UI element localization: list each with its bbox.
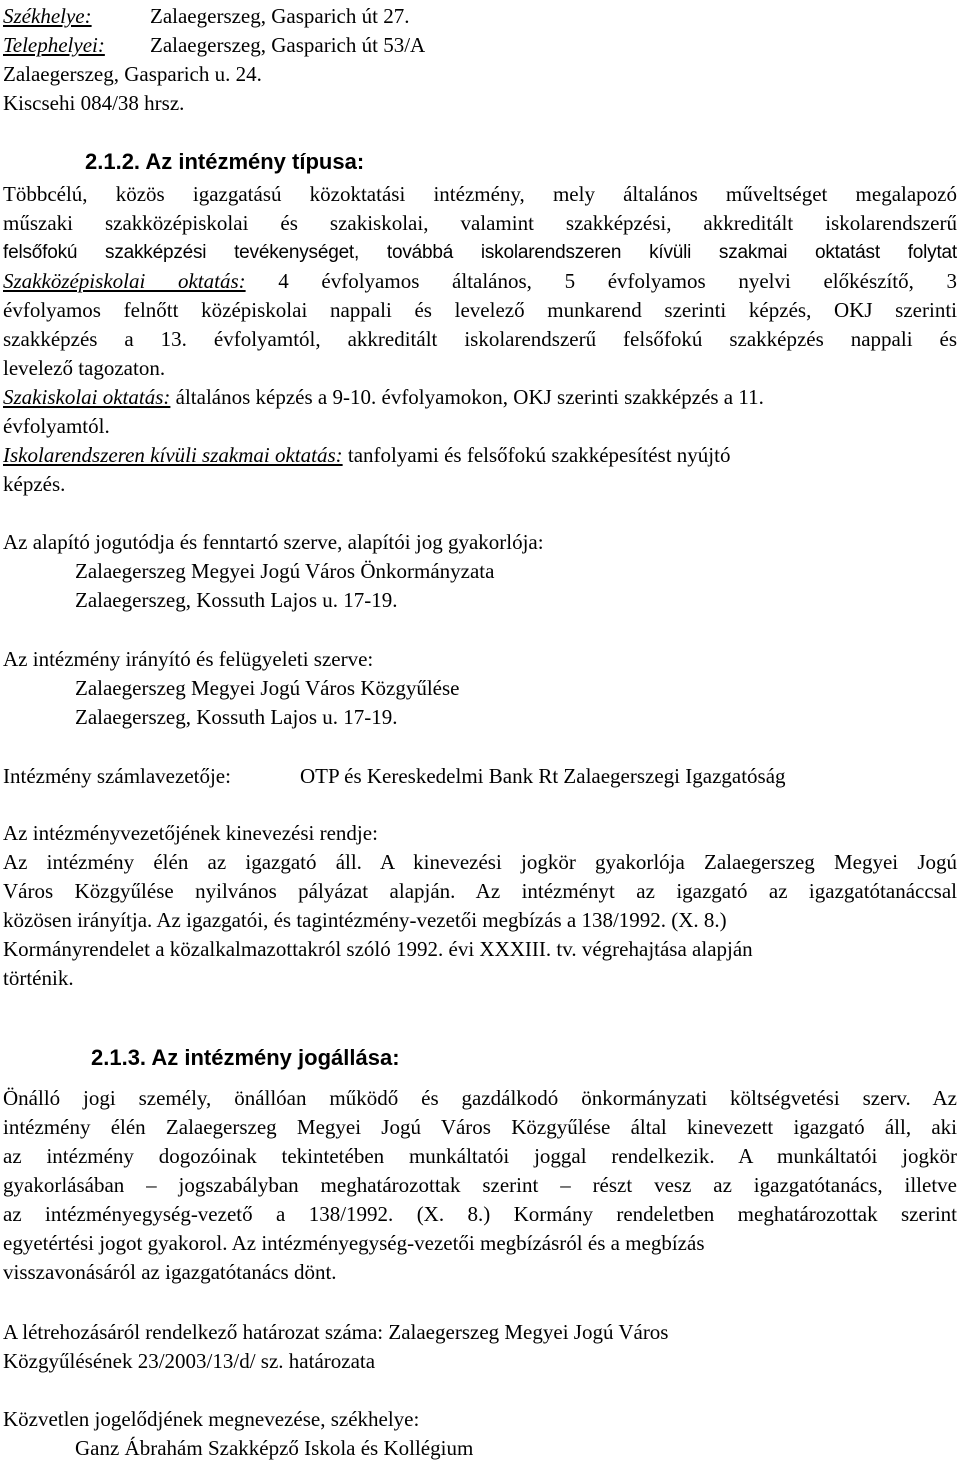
legal-line-6: egyetértési jogot gyakorol. Az intézményegység-vezetői megbízásról és a megbízás — [3, 1231, 705, 1255]
address-block — [3, 2, 425, 118]
legal-line-1: Önálló jogi személy, önállóan működő és gazdálkodó önkormányzati költségvetési szerv. Az — [3, 1086, 957, 1110]
szk-first: 4 évfolyamos általános, 5 évfolyamos nyelvi előkészítő, 3 — [278, 269, 958, 293]
supervisor-address: Zalaegerszeg, Kossuth Lajos u. 17-19. — [75, 705, 398, 729]
szk-line-4: levelező tagozaton. — [3, 356, 166, 380]
seat-value: Zalaegerszeg, Gasparich út 27. — [150, 4, 410, 28]
ik-line — [3, 441, 957, 470]
supervisor-name: Zalaegerszeg Megyei Jogú Város Közgyűlése — [75, 676, 460, 700]
predecessor-block — [3, 1405, 473, 1463]
site2-line: Zalaegerszeg, Gasparich u. 24. — [3, 62, 262, 86]
legal-line-7: visszavonásáról az igazgatótanács dönt. — [3, 1260, 337, 1284]
resolution-line-1: A létrehozásáról rendelkező határozat száma: Zalaegerszeg Megyei Jogú Város — [3, 1320, 669, 1344]
szk-label: Szakközépiskolai oktatás: — [3, 269, 246, 293]
bank-line — [3, 762, 786, 791]
appointment-line-2: Város Közgyűlése nyilvános pályázat alapján. Az intézményt az igazgató az igazgatótanáccsal — [3, 879, 957, 903]
szk-line-2: évfolyamos felnőtt középiskolai nappali és levelező munkarend szerinti képzés, OKJ szerinti — [3, 298, 957, 322]
ik-label: Iskolarendszeren kívüli szakmai oktatás: — [3, 443, 343, 467]
predecessor-title: Közvetlen jogelődjének megnevezése, székhelye: — [3, 1407, 420, 1431]
szi-line — [3, 383, 957, 412]
bank-label: Intézmény számlavezetője: — [3, 764, 231, 788]
supervisor-block — [3, 645, 459, 732]
section-213-body — [3, 1084, 957, 1287]
section-heading-213: 2.1.3. Az intézmény jogállása: — [91, 1045, 400, 1070]
legal-line-3: az intézmény dogozóinak tekintetében munkáltatói joggal rendelkezik. A munkáltatói jogkör — [3, 1144, 957, 1168]
section-heading-212: 2.1.2. Az intézmény típusa: — [85, 149, 365, 174]
seat-line — [3, 2, 425, 31]
appointment-line-4: Kormányrendelet a közalkalmazottakról szóló 1992. évi XXXIII. tv. végrehajtása alapján — [3, 937, 753, 961]
sites-value: Zalaegerszeg, Gasparich út 53/A — [150, 33, 426, 57]
appointment-block — [3, 819, 957, 993]
founder-block — [3, 528, 544, 615]
seat-label: Székhelye: — [3, 4, 92, 28]
sites-label: Telephelyei: — [3, 33, 105, 57]
appointment-line-5: történik. — [3, 966, 74, 990]
legal-line-5: az intézményegység-vezető a 138/1992. (X. 8.) Kormány rendeletben meghatározottak szerint — [3, 1202, 957, 1226]
legal-line-4: gyakorlásában – jogszabályban meghatározottak szerint – részt vesz az igazgatótanács, illetve — [3, 1173, 957, 1197]
bank-value: OTP és Kereskedelmi Bank Rt Zalaegerszegi Igazgatóság — [300, 764, 786, 788]
founder-title: Az alapító jogutódja és fenntartó szerve, alapítói jog gyakorlója: — [3, 530, 544, 554]
appointment-title: Az intézményvezetőjének kinevezési rendje: — [3, 821, 378, 845]
founder-name: Zalaegerszeg Megyei Jogú Város Önkormányzata — [75, 559, 495, 583]
founder-address: Zalaegerszeg, Kossuth Lajos u. 17-19. — [75, 588, 398, 612]
legal-line-2: intézmény élén Zalaegerszeg Megyei Jogú Város Közgyűlése által kinevezett igazgató áll, aki — [3, 1115, 957, 1139]
site3-line: Kiscsehi 084/38 hrsz. — [3, 91, 185, 115]
resolution-block — [3, 1318, 668, 1376]
type-line-1: Többcélú, közös igazgatású közoktatási intézmény, mely általános műveltséget megalapozó — [3, 182, 957, 206]
szi-line-2: évfolyamtól. — [3, 414, 110, 438]
szk-line-3: szakképzés a 13. évfolyamtól, akkreditált iskolarendszerű felsőfokú szakképzés nappali és — [3, 327, 957, 351]
szk-line — [3, 267, 957, 296]
ik-line-2: képzés. — [3, 472, 66, 496]
ik-first: tanfolyami és felsőfokú szakképesítést nyújtó — [347, 443, 731, 467]
type-line-3: felsőfokú szakképzési tevékenységet, továbbá iskolarendszeren kívüli szakmai oktatást folytat — [3, 242, 957, 263]
appointment-line-1: Az intézmény élén az igazgató áll. A kinevezési jogkör gyakorlója Zalaegerszeg Megyei Jogú — [3, 850, 957, 874]
szi-first: általános képzés a 9-10. évfolyamokon, OKJ szerinti szakképzés a 11. — [175, 385, 764, 409]
supervisor-title: Az intézmény irányító és felügyeleti szerve: — [3, 647, 374, 671]
szi-label: Szakiskolai oktatás: — [3, 385, 171, 409]
appointment-line-3: közösen irányítja. Az igazgatói, és tagintézmény-vezetői megbízás a 138/1992. (X. 8.) — [3, 908, 727, 932]
sites-line — [3, 31, 425, 60]
predecessor-name: Ganz Ábrahám Szakképző Iskola és Kollégium — [75, 1436, 474, 1460]
type-line-2: műszaki szakközépiskolai és szakiskolai, valamint szakképzési, akkreditált iskolarendszerű — [3, 211, 957, 235]
section-212-body — [3, 180, 957, 499]
resolution-line-2: Közgyűlésének 23/2003/13/d/ sz. határozata — [3, 1349, 376, 1373]
